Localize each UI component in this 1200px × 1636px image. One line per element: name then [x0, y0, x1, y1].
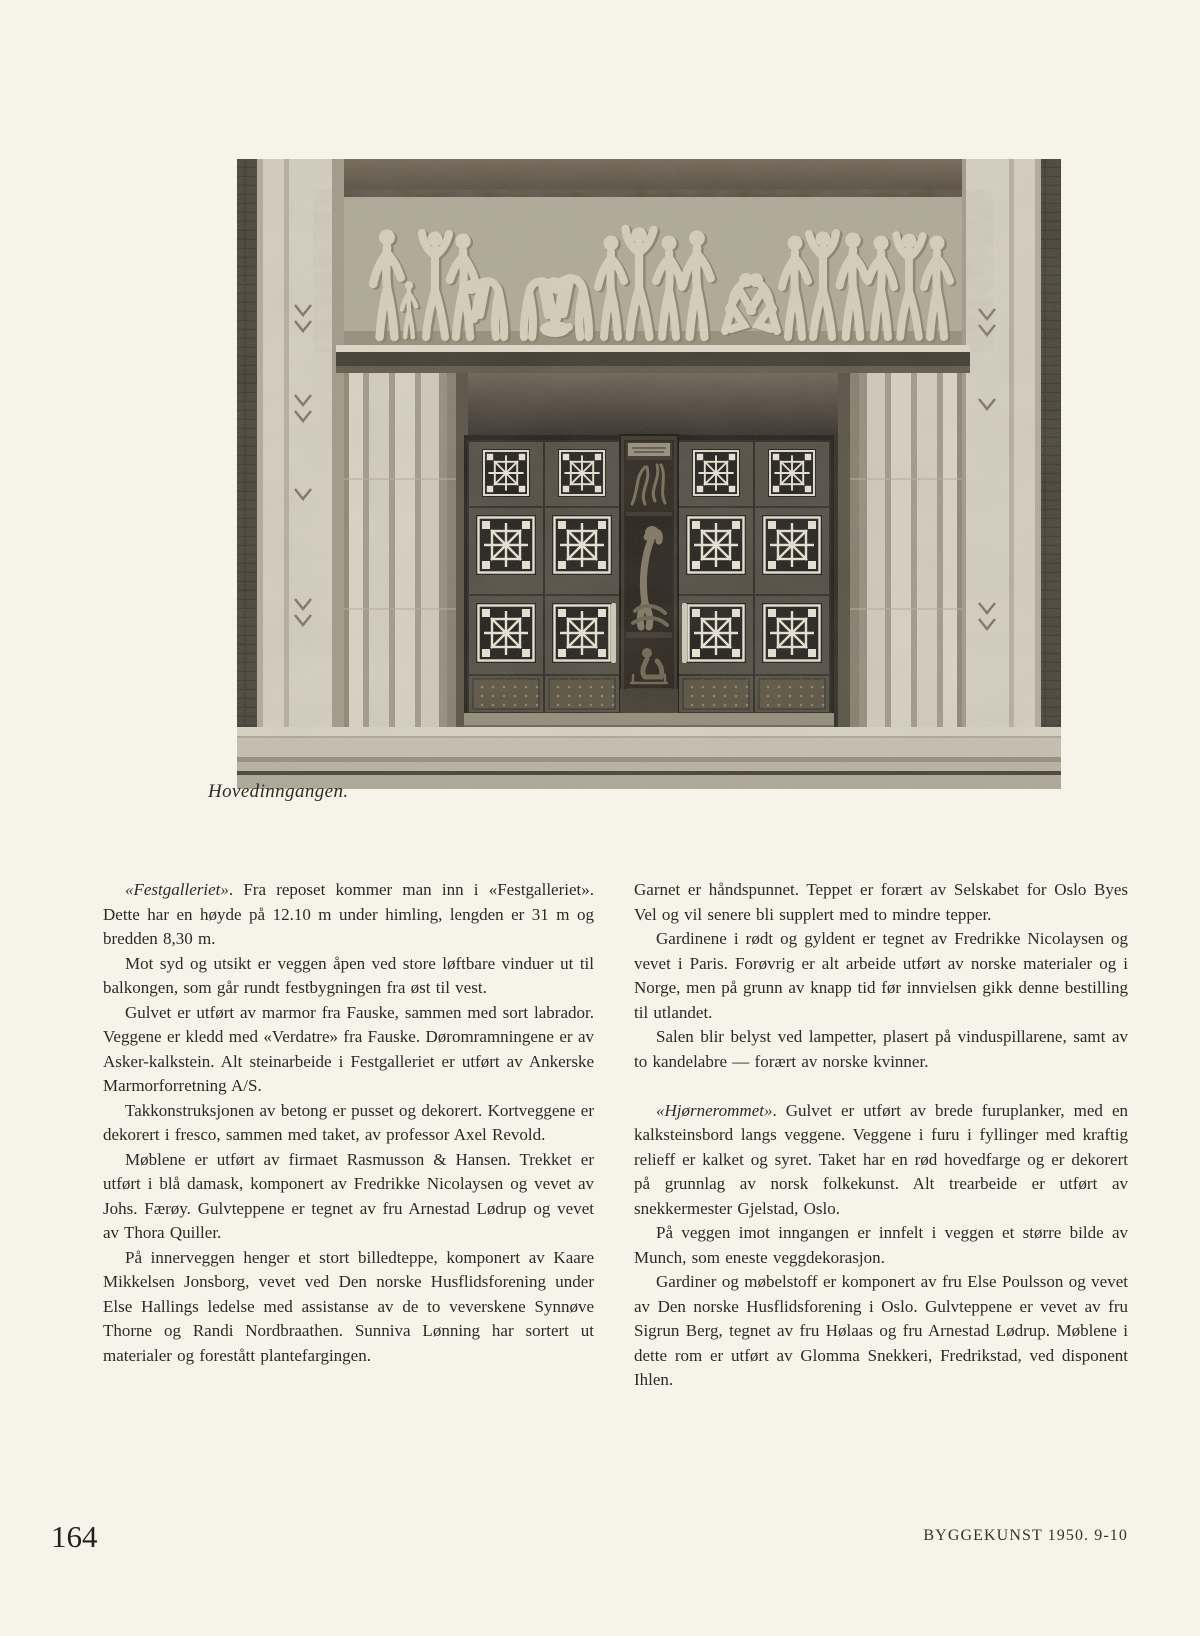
main-entrance-photo — [237, 159, 1061, 789]
photo-caption: Hovedinngangen. — [208, 781, 349, 802]
paragraph — [103, 878, 594, 952]
journal-reference: BYGGEKUNST 1950. 9-10 — [923, 1527, 1128, 1544]
paragraph-lead: «Hjørnerommet» — [656, 1100, 773, 1120]
entrance-photo-svg — [237, 159, 1061, 789]
paragraph — [103, 1099, 594, 1148]
photo-grain-overlay — [237, 159, 1061, 789]
paragraph — [634, 1270, 1128, 1393]
paragraph-text: Gulvet er utført av marmor fra Fauske, sammen med sort labrador. Veggene er kledd med «Verdatre» fra Fauske. Døromramningene er av Asker-kalkstein. Alt steinarbeide i Festgalleriet er utført av Ankerske Marmorforretning A/S. — [103, 1002, 594, 1095]
paragraph — [634, 1221, 1128, 1270]
paragraph — [634, 927, 1128, 1025]
paragraph-text: . Gulvet er utført av brede furuplanker, med en kalksteinsbord langs veggene. Veggene i furu i fyllinger med kraftig relieff er kalket og syret. Taket har en rød hovedfarge og er dekorert på grunnlag av norsk folkekunst. Alt trearbeide er utført av snekkermester Gjelstad, Oslo. — [634, 1100, 1128, 1218]
right-column — [634, 878, 1128, 1393]
paragraph-text: Gardinene i rødt og gyldent er tegnet av Fredrikke Nicolaysen og vevet i Paris. Forøvrig er alt arbeide utført av norske materialer og i Norge, men på grunn av knapp tid før innvielsen gikk denne bestilling til utlandet. — [634, 929, 1128, 1022]
paragraph-text: Gardiner og møbelstoff er komponert av fru Else Poulsson og vevet av Den norske Husflidsforening i Oslo. Gulvteppene er vevet av fru Sigrun Berg, tegnet av fru Hølaas og fru Arnestad Lødrup. Møblene i dette rom er utført av Glomma Snekkeri, Fredrikstad, ved disponent Ihlen. — [634, 1272, 1128, 1389]
paragraph-text: Mot syd og utsikt er veggen åpen ved store løftbare vinduer ut til balkongen, som går rundt festbygningen fra øst til vest. — [103, 953, 594, 997]
paragraph-text: Garnet er håndspunnet. Teppet er forært av Selskabet for Oslo Byes Vel og vil senere bli supplert med to mindre tepper. — [634, 880, 1128, 924]
paragraph — [634, 1099, 1128, 1222]
paragraph — [634, 1025, 1128, 1074]
paragraph-text: Salen blir belyst ved lampetter, plasert på vinduspillarene, samt av to kandelabre — forært av norske kvinner. — [634, 1027, 1128, 1071]
paragraph-text: Møblene er utført av firmaet Rasmusson & Hansen. Trekket er utført i blå damask, komponert av Fredrikke Nicolaysen og vevet av Johs. Færøy. Gulvteppene er tegnet av fru Arnestad Lødrup og vevet av Thora Quiller. — [103, 1149, 594, 1242]
article-body — [103, 878, 1128, 1393]
paragraph-text: . Fra reposet kommer man inn i «Festgalleriet». Dette har en høyde på 12.10 m under himling, lengden er 31 m og bredden 8,30 m. — [103, 880, 594, 948]
paragraph-lead: «Festgalleriet» — [125, 880, 229, 899]
paragraph — [103, 1246, 594, 1369]
paragraph — [103, 1148, 594, 1246]
paragraph — [103, 952, 594, 1001]
left-column — [103, 878, 594, 1393]
paragraph-text: På innerveggen henger et stort billedteppe, komponert av Kaare Mikkelsen Jonsborg, vevet ved Den norske Husflidsforening under Else Hallings ledelse med assistanse av de to veverskene Synnøve Thorne og Randi Nordbraathen. Sunniva Lønning har sortert ut materialer og forestått plantefargingen. — [103, 1247, 594, 1365]
paragraph-text: På veggen imot inngangen er innfelt i veggen et større bilde av Munch, som eneste veggdekorasjon. — [634, 1223, 1128, 1267]
paragraph — [103, 1001, 594, 1099]
paragraph-text: Takkonstruksjonen av betong er pusset og dekorert. Kortveggene er dekorert i fresco, sammen med taket, av professor Axel Revold. — [103, 1100, 594, 1144]
paragraph — [634, 878, 1128, 927]
page-number: 164 — [51, 1519, 98, 1554]
